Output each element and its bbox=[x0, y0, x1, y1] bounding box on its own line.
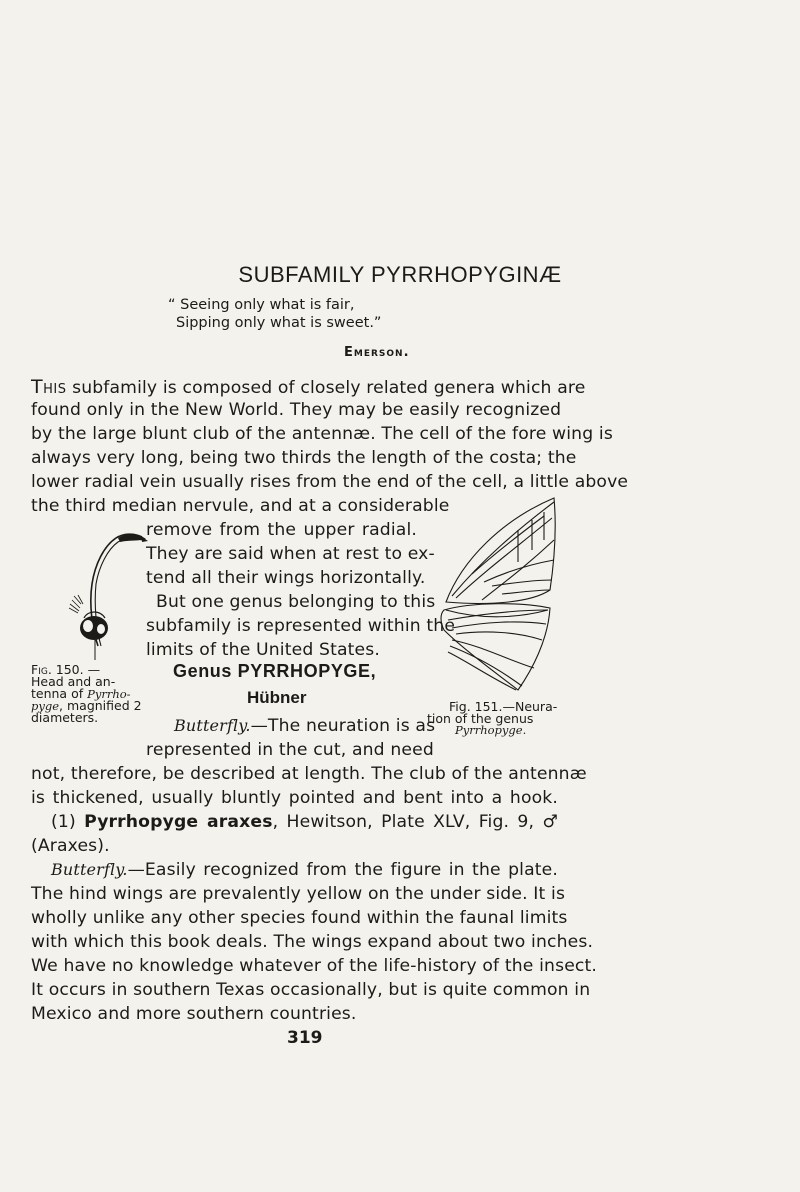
species-name: Pyrrhopyge araxes bbox=[84, 812, 273, 832]
caption-text: Fig. 150. — bbox=[31, 662, 101, 677]
text-line: with which this book deals. The wings expand about two inches. bbox=[31, 932, 594, 952]
caption-italic: pyge bbox=[31, 699, 60, 713]
caption-italic: Pyrrho- bbox=[87, 687, 131, 701]
epigraph-line: Sipping only what is sweet.” bbox=[176, 315, 382, 331]
text-line: (Araxes). bbox=[31, 836, 110, 856]
wing-neuration-illustration bbox=[422, 490, 562, 700]
text-line: tend all their wings horizontally. bbox=[146, 568, 426, 588]
text-line: remove from the upper radial. bbox=[146, 520, 417, 540]
text-line: We have no knowledge whatever of the life-history of the insect. bbox=[31, 956, 598, 976]
page-title: SUBFAMILY PYRRHOPYGINÆ bbox=[238, 262, 562, 287]
text-line: They are said when at rest to ex- bbox=[146, 544, 435, 564]
species-line bbox=[51, 812, 558, 832]
caption-text: , magnified 2 bbox=[59, 698, 142, 713]
genus-author: Hübner bbox=[247, 688, 307, 707]
text-line: found only in the New World. They may be easily recognized bbox=[31, 400, 562, 420]
text-line: The hind wings are prevalently yellow on the under side. It is bbox=[31, 884, 566, 904]
text-span: —The neuration is as bbox=[250, 716, 436, 736]
caption-line: Fig. 151.—Neura- bbox=[449, 699, 558, 714]
italic-term: Butterfly. bbox=[174, 716, 251, 735]
text-line: represented in the cut, and need bbox=[146, 740, 434, 760]
text-line: always very long, being two thirds the length of the costa; the bbox=[31, 448, 577, 468]
epigraph-author: Emerson. bbox=[344, 345, 410, 360]
text-line bbox=[31, 376, 586, 398]
page-number: 319 bbox=[287, 1028, 323, 1048]
genus-heading: Genus PYRRHOPYGE, bbox=[173, 661, 377, 681]
text-line: is thickened, usually bluntly pointed and bent into a hook. bbox=[31, 788, 558, 808]
text-line: subfamily is represented within the bbox=[146, 616, 456, 636]
italic-term: Butterfly. bbox=[51, 860, 128, 879]
text-line bbox=[51, 860, 558, 880]
caption-text: tenna of bbox=[31, 686, 88, 701]
text-line: wholly unlike any other species found within the faunal limits bbox=[31, 908, 568, 928]
epigraph bbox=[168, 296, 410, 360]
drop-word: This bbox=[31, 376, 67, 398]
text-line: Mexico and more southern countries. bbox=[31, 1004, 357, 1024]
text-line: not, therefore, be described at length. The club of the antennæ bbox=[31, 764, 587, 784]
antenna-illustration bbox=[58, 524, 154, 664]
species-text: (1) Pyrrhopyge araxes, Hewitson, Plate XLV, Fig. 9, ♂ bbox=[51, 812, 558, 832]
text-line bbox=[174, 716, 436, 736]
text-line: lower radial vein usually rises from the end of the cell, a little above bbox=[31, 472, 629, 492]
text-line: limits of the United States. bbox=[146, 640, 380, 660]
caption-line: diameters. bbox=[31, 710, 99, 725]
text-line: But one genus belonging to this bbox=[156, 592, 436, 612]
caption-line: tion of the genus bbox=[427, 711, 534, 726]
caption-line: Head and an- bbox=[31, 674, 116, 689]
text-span: —Easily recognized from the figure in the plate. bbox=[127, 860, 558, 880]
text-line: by the large blunt club of the antennæ. The cell of the fore wing is bbox=[31, 424, 613, 444]
text-line: It occurs in southern Texas occasionally, but is quite common in bbox=[31, 980, 591, 1000]
text-span: subfamily is composed of closely related genera which are bbox=[72, 378, 586, 398]
caption-italic: Pyrrhopyge. bbox=[455, 723, 527, 737]
figure-150-caption bbox=[31, 664, 143, 724]
figure-151-caption bbox=[427, 701, 562, 736]
text-line: the third median nervule, and at a considerable bbox=[31, 496, 450, 516]
epigraph-line: “ Seeing only what is fair, bbox=[168, 297, 355, 313]
